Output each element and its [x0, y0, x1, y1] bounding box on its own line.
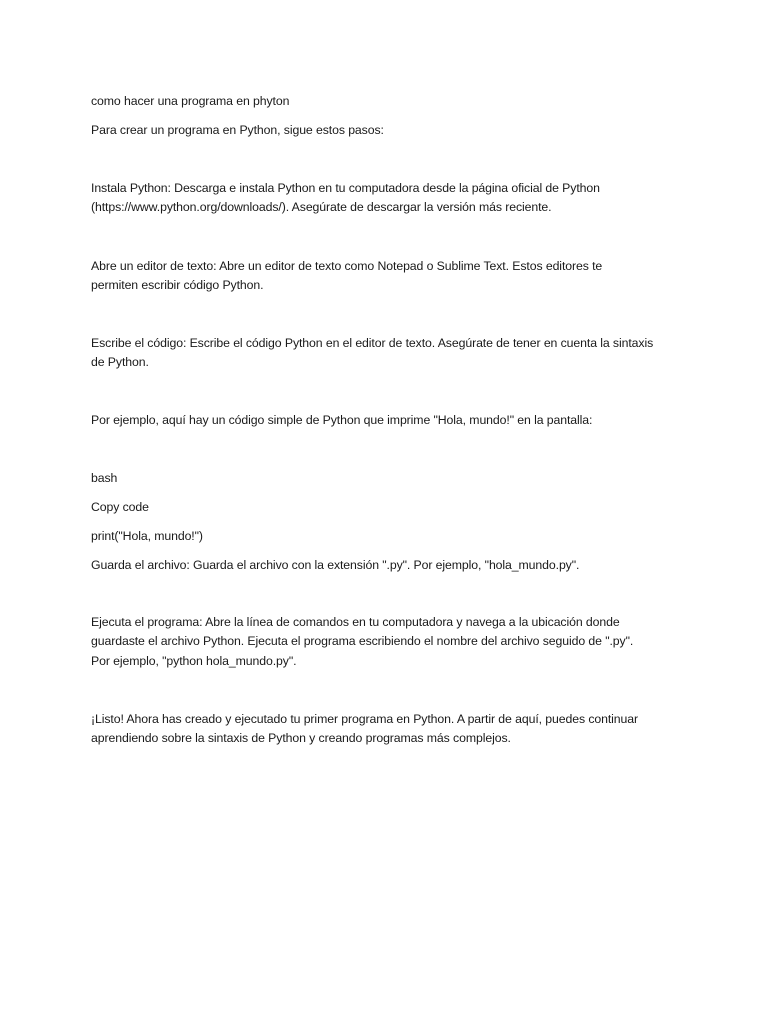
step-save-paragraph: Guarda el archivo: Guarda el archivo con la extensión ".py". Por ejemplo, "hola_mundo.py". — [91, 558, 580, 572]
conclusion-line-1: ¡Listo! Ahora has creado y ejecutado tu primer programa en Python. A partir de aquí, puedes continuar — [91, 712, 639, 726]
intro-paragraph: Para crear un programa en Python, sigue estos pasos: — [91, 123, 384, 137]
code-line: print("Hola, mundo!") — [91, 529, 203, 543]
step-code-line-1: Escribe el código: Escribe el código Python en el editor de texto. Asegúrate de tener en cuenta la sintaxis — [91, 336, 654, 350]
step-install-line-2: (https://www.python.org/downloads/). Asegúrate de descargar la versión más reciente. — [91, 200, 552, 214]
step-run-line-1: Ejecuta el programa: Abre la línea de comandos en tu computadora y navega a la ubicación donde — [91, 615, 620, 629]
step-run-line-3: Por ejemplo, "python hola_mundo.py". — [91, 654, 297, 668]
step-editor-line-2: permiten escribir código Python. — [91, 278, 264, 292]
step-code-line-2: de Python. — [91, 355, 149, 369]
conclusion-line-2: aprendiendo sobre la sintaxis de Python y creando programas más complejos. — [91, 731, 511, 745]
step-editor-line-1: Abre un editor de texto: Abre un editor de texto como Notepad o Sublime Text. Estos editores te — [91, 259, 603, 273]
code-language-label: bash — [91, 471, 118, 485]
step-install-line-1: Instala Python: Descarga e instala Python en tu computadora desde la página oficial de Python — [91, 181, 600, 195]
step-run-line-2: guardaste el archivo Python. Ejecuta el programa escribiendo el nombre del archivo seguido de ".py". — [91, 634, 634, 648]
example-paragraph: Por ejemplo, aquí hay un código simple de Python que imprime "Hola, mundo!" en la pantalla: — [91, 413, 593, 427]
copy-code-label: Copy code — [91, 500, 149, 514]
document-title: como hacer una programa en phyton — [91, 94, 290, 108]
